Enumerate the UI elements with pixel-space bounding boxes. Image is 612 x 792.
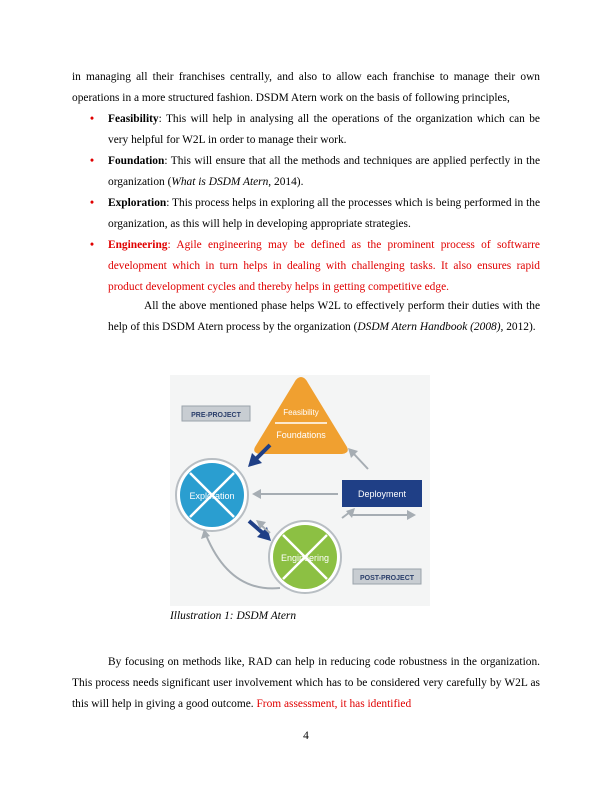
- bullet-citation: What is DSDM Atern: [171, 176, 269, 188]
- exploration-text: Exploration: [189, 491, 235, 501]
- bullet-dot: •: [90, 113, 94, 125]
- foundations-text: Foundations: [276, 430, 326, 440]
- bullet-exploration: [72, 193, 540, 235]
- bullet-text: : This will help in analysing all the operations of the organization which can be very helpful for W2L in order to manage their work.: [108, 113, 540, 146]
- closing-red-text: From assessment, it has identified: [256, 698, 412, 710]
- summary-citation-year: 2012).: [503, 321, 536, 333]
- bullet-text: : This process helps in exploring all the processes which is being performed in the organization, as this will help in developing appropriate strategies.: [108, 197, 540, 230]
- closing-paragraph: [72, 652, 540, 715]
- bullet-dot: •: [90, 197, 94, 209]
- bullet-engineering: [72, 235, 540, 298]
- page-number: 4: [303, 730, 309, 742]
- deployment-text: Deployment: [357, 489, 407, 499]
- summary-citation: DSDM Atern Handbook (2008),: [357, 321, 504, 333]
- intro-paragraph: [72, 67, 540, 109]
- figure-caption: Illustration 1: DSDM Atern: [170, 610, 297, 622]
- diagram-svg: [170, 375, 430, 606]
- principles-list: [72, 109, 540, 298]
- bullet-term: Exploration: [108, 197, 167, 209]
- bullet-term: Foundation: [108, 155, 165, 167]
- intro-text: in managing all their franchises centrally, and also to allow each franchise to manage their own operations in a more structured fashion. DSDM Atern work on the basis of following principles,: [72, 71, 540, 104]
- pre-project-text: PRE-PROJECT: [191, 412, 241, 419]
- bullet-text: : Agile engineering may be defined as the prominent process of softwarre development which in turn helps in dealing with challenging tasks. It also ensures rapid product development cycles and thereby helps in getting competitive edge.: [108, 239, 540, 293]
- bullet-term: Engineering: [108, 239, 168, 251]
- engineering-text: Engineering: [280, 553, 330, 563]
- summary-text: All the above mentioned phase helps W2L to effectively perform their duties with the help of this DSDM Atern process by the organization (: [108, 300, 540, 333]
- bullet-text: : This will ensure that all the methods and techniques are applied perfectly in the organization (: [108, 155, 540, 188]
- feasibility-text: Feasibility: [283, 408, 319, 417]
- dsdm-atern-diagram: [170, 375, 430, 606]
- summary-paragraph: [108, 296, 540, 338]
- closing-text: By focusing on methods like, RAD can help in reducing code robustness in the organization. This process needs significant user involvement which has to be considered very carefully by W2L as this will help in giving a good outcome.: [72, 656, 540, 710]
- bullet-citation-year: , 2014).: [268, 176, 304, 188]
- bullet-feasibility: [72, 109, 540, 151]
- post-project-text: POST-PROJECT: [359, 575, 415, 582]
- bullet-term: Feasibility: [108, 113, 159, 125]
- bullet-foundation: [72, 151, 540, 193]
- bullet-dot: •: [90, 239, 94, 251]
- bullet-dot: •: [90, 155, 94, 167]
